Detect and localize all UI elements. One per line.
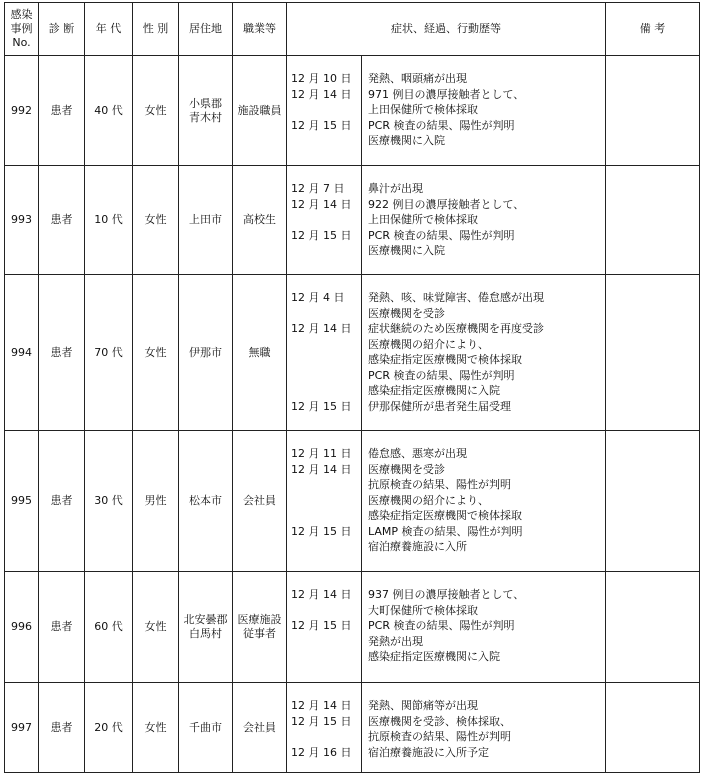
event-date (291, 508, 361, 524)
events-cell (362, 275, 606, 431)
cell-line: 施設職員 (237, 103, 282, 117)
age-cell: 30 代 (85, 431, 133, 572)
event-date: 12 月 15 日 (291, 399, 352, 413)
events-cell (362, 431, 606, 572)
event-date: 12 月 10 日 (291, 72, 352, 85)
event-text: 大町保健所で検体採取 (368, 603, 478, 617)
event-date: 12 月 15 日 (291, 619, 352, 632)
event-text: 971 例目の濃厚接触者として、 (368, 87, 525, 101)
sex-cell: 女性 (133, 572, 179, 683)
diagnosis-cell: 患者 (39, 275, 85, 431)
event-date: 12 月 4 日 (291, 291, 345, 304)
event-text: 937 例目の濃厚接触者として、 (368, 588, 525, 601)
event-text: 鼻汁が出現 (368, 182, 423, 195)
event-date: 12 月 15 日 (291, 118, 352, 132)
cell-line: 医療施設 (237, 613, 282, 626)
event-date (291, 368, 361, 384)
event-text: 医療機関を受診 (368, 462, 445, 476)
dates-cell (287, 275, 362, 431)
header-course: 症状、経過、行動歴等 (287, 3, 606, 56)
event-date (291, 337, 361, 353)
event-text: 922 例目の濃厚接触者として、 (368, 197, 525, 211)
event-date: 12 月 14 日 (291, 588, 352, 601)
table-row (5, 166, 700, 275)
event-date: 12 月 14 日 (291, 322, 352, 335)
table-row (5, 56, 700, 166)
sex-cell: 女性 (133, 166, 179, 275)
diagnosis-cell: 患者 (39, 683, 85, 773)
cell-line: 青木村 (189, 110, 222, 124)
event-date (291, 539, 361, 555)
event-date: 12 月 11 日 (291, 447, 352, 460)
age-cell: 10 代 (85, 166, 133, 275)
event-date (291, 649, 361, 665)
event-text: 発熱、関節痛等が出現 (368, 699, 478, 712)
event-date (291, 243, 361, 259)
event-date: 12 月 15 日 (291, 714, 352, 728)
case-no-cell: 992 (5, 56, 39, 166)
diagnosis-cell: 患者 (39, 572, 85, 683)
dates-cell (287, 56, 362, 166)
table-row (5, 431, 700, 572)
table-row (5, 572, 700, 683)
event-text: 宿泊療養施設に入所 (368, 540, 467, 553)
event-text: LAMP 検査の結果、陽性が判明 (368, 524, 523, 538)
occupation-cell (233, 275, 287, 431)
event-date (291, 603, 361, 619)
cell-line: 松本市 (189, 494, 222, 507)
header-residence: 居住地 (179, 3, 233, 56)
remarks-cell (606, 431, 700, 572)
residence-cell (179, 56, 233, 166)
header-case-no: 感染 事例 No. (5, 3, 39, 56)
event-text: 上田保健所で検体採取 (368, 103, 478, 116)
event-date (291, 477, 361, 493)
event-date: 12 月 15 日 (291, 228, 352, 242)
event-text: 抗原検査の結果、陽性が判明 (368, 730, 511, 743)
diagnosis-cell: 患者 (39, 166, 85, 275)
event-text: 医療機関に入院 (368, 134, 445, 147)
event-text: PCR 検査の結果、陽性が判明 (368, 619, 515, 632)
cell-line: 北安曇郡 (183, 613, 228, 626)
event-date: 12 月 14 日 (291, 197, 352, 211)
cell-line: 会社員 (243, 720, 276, 734)
event-date: 12 月 15 日 (291, 524, 352, 538)
events-cell (362, 166, 606, 275)
event-text: 宿泊療養施設に入所予定 (368, 745, 489, 759)
case-no-cell: 995 (5, 431, 39, 572)
event-text: 医療機関の紹介により、 (368, 493, 489, 507)
header-age: 年 代 (85, 3, 133, 56)
header-sex: 性 別 (133, 3, 179, 56)
event-text: 伊那保健所が患者発生届受理 (368, 399, 511, 413)
event-date (291, 493, 361, 509)
event-date: 12 月 14 日 (291, 462, 352, 476)
age-cell: 40 代 (85, 56, 133, 166)
cell-line: 無職 (248, 345, 271, 359)
case-no-cell: 994 (5, 275, 39, 431)
event-date (291, 383, 361, 399)
table-row (5, 275, 700, 431)
cell-line: 会社員 (243, 494, 276, 507)
event-text: 上田保健所で検体採取 (368, 213, 478, 226)
event-text: 医療機関を受診 (368, 306, 445, 320)
dates-cell (287, 572, 362, 683)
event-text: PCR 検査の結果、陽性が判明 (368, 228, 515, 242)
sex-cell: 男性 (133, 431, 179, 572)
events-cell (362, 572, 606, 683)
event-date (291, 212, 361, 228)
header-row (5, 3, 700, 56)
event-text: 発熱、咽頭痛が出現 (368, 72, 467, 85)
event-text: 発熱が出現 (368, 634, 423, 648)
residence-cell (179, 275, 233, 431)
cell-line: 小県郡 (189, 96, 222, 110)
event-date (291, 102, 361, 118)
occupation-cell (233, 683, 287, 773)
case-table (4, 2, 700, 773)
dates-cell (287, 166, 362, 275)
event-text: PCR 検査の結果、陽性が判明 (368, 368, 515, 382)
header-occupation: 職業等 (233, 3, 287, 56)
residence-cell (179, 572, 233, 683)
header-diagnosis: 診 断 (39, 3, 85, 56)
cell-line: 千曲市 (189, 720, 222, 734)
event-text: 抗原検査の結果、陽性が判明 (368, 478, 511, 491)
remarks-cell (606, 572, 700, 683)
event-date (291, 352, 361, 368)
event-text: 感染症指定医療機関に入院 (368, 650, 500, 663)
event-text: 症状継続のため医療機関を再度受診 (368, 322, 544, 335)
event-text: 倦怠感、悪寒が出現 (368, 447, 467, 460)
residence-cell (179, 166, 233, 275)
event-date (291, 306, 361, 322)
event-date (291, 729, 361, 745)
event-text: 感染症指定医療機関で検体採取 (368, 509, 522, 522)
residence-cell (179, 431, 233, 572)
event-date: 12 月 16 日 (291, 745, 352, 759)
case-no-cell: 996 (5, 572, 39, 683)
event-date: 12 月 14 日 (291, 699, 352, 712)
sex-cell: 女性 (133, 275, 179, 431)
occupation-cell (233, 431, 287, 572)
dates-cell (287, 431, 362, 572)
cell-line: 伊那市 (189, 345, 222, 359)
header-remarks: 備 考 (606, 3, 700, 56)
case-no-cell: 993 (5, 166, 39, 275)
cell-line: 白馬村 (189, 627, 222, 640)
event-text: 医療機関の紹介により、 (368, 337, 489, 351)
event-date: 12 月 7 日 (291, 182, 345, 195)
event-text: 感染症指定医療機関に入院 (368, 384, 500, 397)
events-cell (362, 683, 606, 773)
cell-line: 従事者 (243, 627, 276, 640)
event-date: 12 月 14 日 (291, 87, 352, 101)
remarks-cell (606, 683, 700, 773)
occupation-cell (233, 56, 287, 166)
cell-line: 高校生 (243, 213, 276, 226)
residence-cell (179, 683, 233, 773)
occupation-cell (233, 572, 287, 683)
remarks-cell (606, 275, 700, 431)
cell-line: 上田市 (189, 213, 222, 226)
events-cell (362, 56, 606, 166)
occupation-cell (233, 166, 287, 275)
event-text: 医療機関を受診、検体採取、 (368, 714, 511, 728)
sex-cell: 女性 (133, 683, 179, 773)
case-no-cell: 997 (5, 683, 39, 773)
sex-cell: 女性 (133, 56, 179, 166)
remarks-cell (606, 166, 700, 275)
diagnosis-cell: 患者 (39, 431, 85, 572)
event-date (291, 133, 361, 149)
event-text: PCR 検査の結果、陽性が判明 (368, 118, 515, 132)
age-cell: 70 代 (85, 275, 133, 431)
event-text: 発熱、咳、味覚障害、倦怠感が出現 (368, 291, 544, 304)
table-row (5, 683, 700, 773)
age-cell: 60 代 (85, 572, 133, 683)
age-cell: 20 代 (85, 683, 133, 773)
remarks-cell (606, 56, 700, 166)
event-text: 感染症指定医療機関で検体採取 (368, 353, 522, 366)
event-text: 医療機関に入院 (368, 244, 445, 257)
event-date (291, 634, 361, 650)
diagnosis-cell: 患者 (39, 56, 85, 166)
dates-cell (287, 683, 362, 773)
